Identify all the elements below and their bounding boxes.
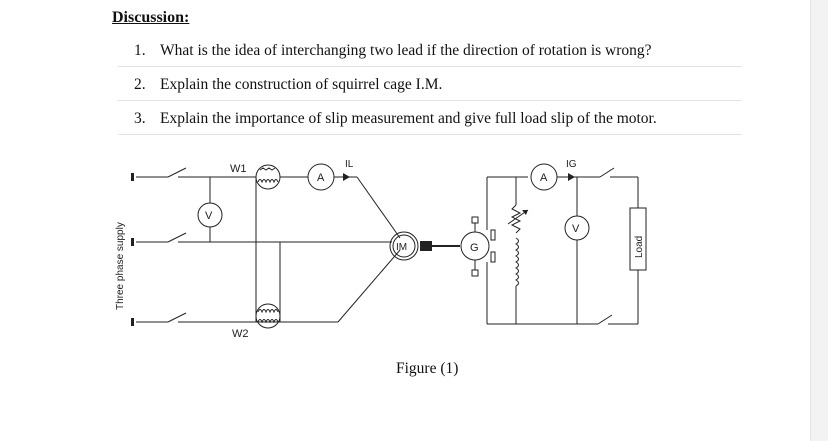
wattmeter-w1-label: W1 (230, 163, 247, 175)
phase-line-1 (136, 168, 400, 238)
question-number: 2. (134, 76, 146, 93)
supply-label: Three phase supply (115, 222, 126, 310)
shaft-coupling (420, 241, 432, 251)
discussion-heading: Discussion: (112, 9, 190, 26)
current-arrow-icon (343, 173, 350, 181)
generator-circuit (487, 177, 598, 324)
ammeter-right-label: A (540, 172, 548, 184)
motor-label: IM (396, 242, 408, 253)
load-label: Load (634, 235, 645, 258)
current-ig-label: IG (566, 159, 577, 170)
phase-line-3 (136, 250, 400, 322)
figure-caption: Figure (1) (396, 360, 459, 377)
generator-label: G (470, 242, 479, 254)
supply-terminals (131, 173, 134, 326)
wattmeter-w2-label: W2 (232, 328, 249, 340)
question-number: 1. (134, 42, 146, 59)
question-number: 3. (134, 110, 146, 127)
voltmeter-right-label: V (572, 223, 580, 235)
question-text: What is the idea of interchanging two lead if the direction of rotation is wrong? (160, 42, 652, 59)
phase-line-2 (136, 233, 392, 242)
question-text: Explain the construction of squirrel cage I.M. (160, 76, 443, 93)
wattmeter-w2-icon (256, 304, 280, 328)
question-text: Explain the importance of slip measurement and give full load slip of the motor. (160, 110, 657, 127)
voltmeter-left-label: V (205, 210, 213, 222)
ammeter-left-label: A (317, 172, 325, 184)
current-il-label: IL (345, 159, 354, 170)
